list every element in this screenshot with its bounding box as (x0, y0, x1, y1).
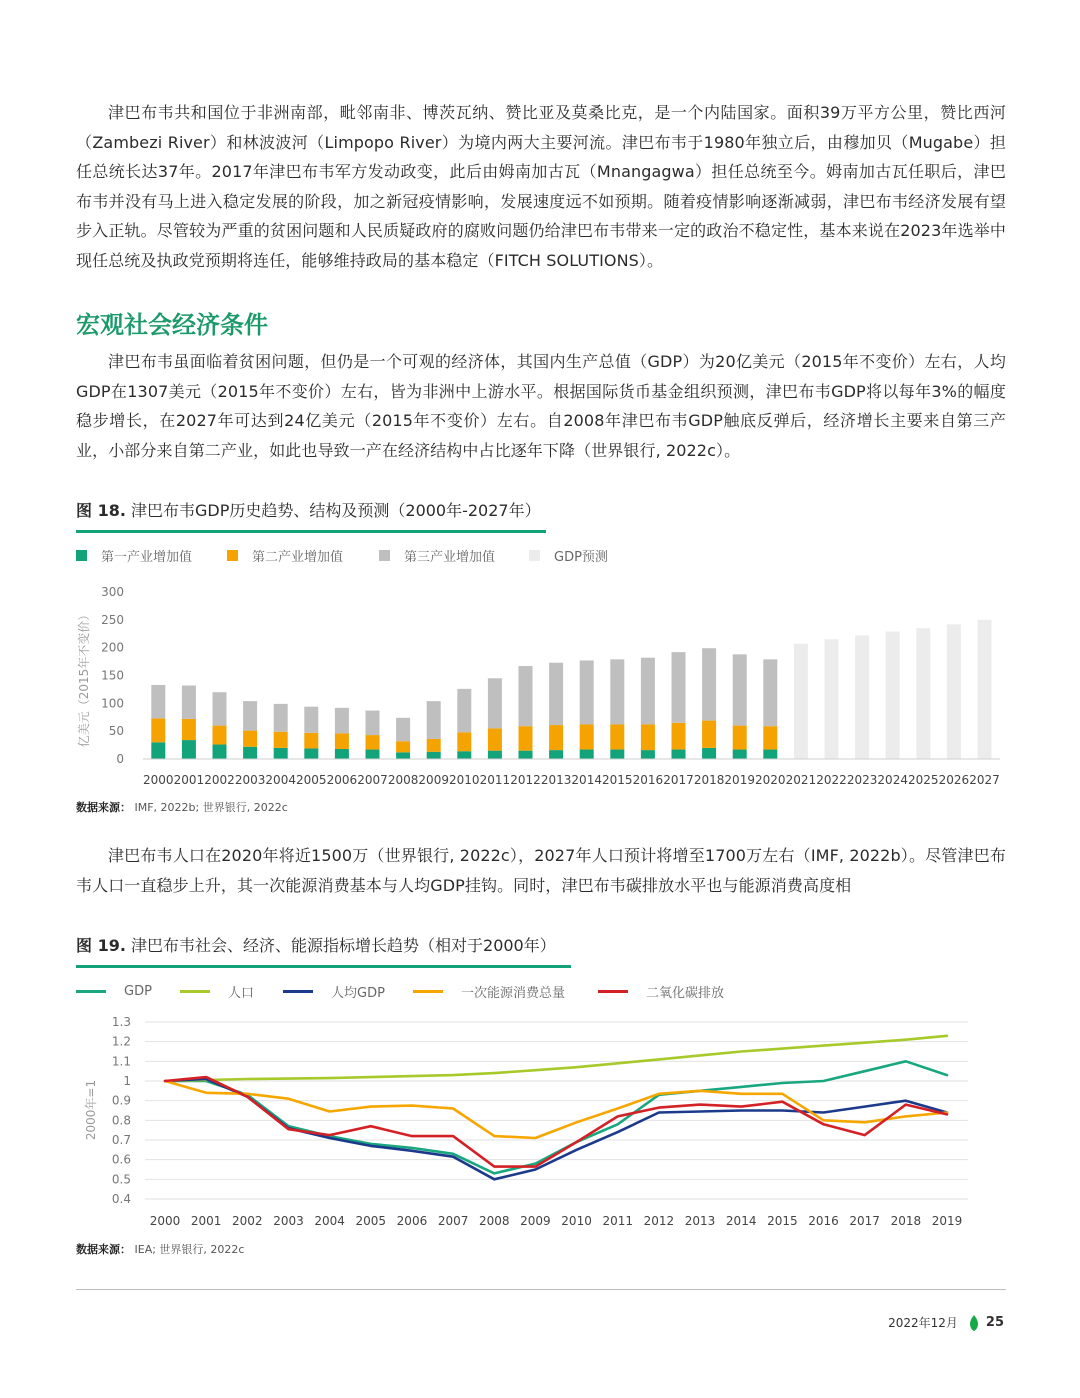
legend-item-forecast (529, 546, 608, 565)
fig19-ytick: 1.3 (111, 1015, 131, 1029)
fig19-xtick: 2015 (767, 1214, 798, 1228)
fig18-xtick: 2017 (663, 773, 694, 787)
legend-swatch-tertiary (379, 550, 390, 561)
fig19-ytick: 0.6 (111, 1152, 131, 1167)
fig18-bar-secondary (243, 731, 257, 747)
legend-item-primary (76, 546, 227, 565)
fig19-xtick: 2013 (684, 1214, 716, 1228)
legend-line-co2 (598, 990, 628, 993)
fig18-ytick: 200 (101, 640, 124, 655)
fig18-ytick: 50 (108, 724, 124, 739)
fig18-bar-tertiary (580, 660, 594, 724)
fig19-xtick: 2004 (314, 1214, 345, 1228)
fig18-bar-primary (641, 750, 655, 759)
fig19-ytick: 0.8 (111, 1113, 131, 1128)
fig18-bar-tertiary (182, 686, 196, 719)
legend-label-pop: 人口 (228, 986, 255, 1001)
fig18-bar-primary (213, 745, 227, 759)
fig19-legend (76, 982, 724, 1001)
fig19-xtick: 2009 (520, 1214, 551, 1228)
footer-date: 2022年12月 (888, 1316, 958, 1330)
fig18-bar-primary (182, 740, 196, 759)
fig18-bar-tertiary (366, 711, 380, 735)
fig19-title (76, 933, 556, 956)
fig19-ytick: 0.5 (111, 1172, 131, 1187)
fig18-bar-forecast (947, 624, 961, 759)
macro-paragraph (76, 347, 1006, 465)
fig18-bar-secondary (427, 739, 441, 752)
fig18-xtick: 2015 (602, 773, 633, 787)
fig18-xtick: 2004 (265, 773, 296, 787)
fig18-bar-primary (274, 748, 288, 759)
fig18-bar-secondary (304, 733, 318, 749)
legend-line-pop (180, 990, 210, 993)
fig18-bar-tertiary (304, 707, 318, 733)
fig18-bar-tertiary (427, 701, 441, 739)
fig19-rule (76, 965, 571, 968)
fig19-chart (0, 1010, 1080, 1235)
fig18-xtick: 2000 (143, 773, 174, 787)
fig19-xtick: 2001 (190, 1214, 222, 1228)
legend-item-energy (413, 982, 598, 1001)
fig18-bar-primary (733, 750, 747, 759)
fig19-source-text: IEA; 世界银行, 2022c (134, 1243, 245, 1256)
fig18-bar-primary (488, 751, 502, 759)
footer-rule (76, 1289, 1006, 1290)
fig19-xtick: 2012 (643, 1214, 675, 1228)
fig18-bar-tertiary (763, 659, 777, 726)
fig19-xtick: 2018 (890, 1214, 922, 1228)
legend-label-forecast: GDP预测 (554, 550, 608, 565)
legend-label-secondary: 第二产业增加值 (252, 550, 344, 565)
fig18-xtick: 2018 (693, 773, 725, 787)
fig19-ytick: 1 (123, 1074, 131, 1088)
fig18-ytick: 100 (101, 696, 124, 711)
fig19-xtick: 2007 (437, 1214, 469, 1228)
fig18-bar-primary (457, 751, 471, 759)
fig18-ylabel: 亿美元（2015年不变价） (77, 608, 91, 748)
legend-swatch-secondary (227, 550, 238, 561)
fig18-bar-tertiary (457, 689, 471, 732)
fig18-bar-forecast (855, 635, 869, 759)
fig18-ytick: 300 (101, 585, 124, 599)
fig19-ytick: 1.1 (111, 1054, 131, 1069)
fig18-bar-primary (610, 750, 624, 759)
legend-swatch-forecast (529, 550, 540, 561)
fig18-bar-primary (151, 742, 165, 759)
fig19-xtick: 2003 (273, 1214, 304, 1228)
fig18-xtick: 2010 (449, 773, 480, 787)
fig19-ytick: 0.4 (111, 1192, 131, 1206)
fig18-bar-primary (396, 752, 410, 759)
fig18-bar-tertiary (396, 718, 410, 741)
fig18-title-text: 津巴布韦GDP历史趋势、结构及预测（2000年-2027年） (131, 501, 541, 520)
fig18-xtick: 2025 (908, 773, 939, 787)
fig19-source (76, 1241, 244, 1257)
fig19-xtick: 2014 (725, 1214, 757, 1228)
fig18-xtick: 2008 (387, 773, 419, 787)
fig18-bar-secondary (457, 732, 471, 751)
leaf-icon (968, 1315, 980, 1331)
fig18-bar-secondary (763, 726, 777, 749)
fig18-xtick: 2013 (540, 773, 572, 787)
fig18-xtick: 2020 (755, 773, 786, 787)
legend-item-pcgdp (283, 982, 413, 1001)
fig18-bar-secondary (213, 726, 227, 745)
fig18-xtick: 2023 (846, 773, 878, 787)
legend-item-co2 (598, 982, 724, 1001)
legend-label-gdp: GDP (124, 984, 152, 999)
legend-label-energy: 一次能源消费总量 (461, 986, 566, 1001)
fig18-bar-tertiary (519, 666, 533, 726)
fig19-line-population (165, 1036, 947, 1081)
fig18-bar-secondary (672, 723, 686, 750)
legend-label-pcgdp: 人均GDP (331, 986, 385, 1001)
fig18-bar-tertiary (335, 708, 349, 734)
fig18-source (76, 799, 288, 815)
fig19-xtick: 2008 (478, 1214, 510, 1228)
fig18-bar-secondary (519, 726, 533, 750)
fig19-xtick: 2016 (808, 1214, 839, 1228)
population-paragraph-text: 津巴布韦人口在2020年将近1500万（世界银行, 2022c），2027年人口预计将增至1700万左右（IMF, 2022b）。尽管津巴布韦人口一直稳步上升，其一次能源消费基本与人均GDP挂钩。同时，津巴布韦碳排放水平也与能源消费高度相 (76, 846, 1006, 895)
fig18-bar-tertiary (213, 692, 227, 725)
fig18-bar-secondary (274, 732, 288, 748)
fig19-xtick: 2011 (602, 1214, 634, 1228)
fig18-xtick: 2009 (418, 773, 449, 787)
fig18-bar-tertiary (672, 652, 686, 723)
fig19-title-text: 津巴布韦社会、经济、能源指标增长趋势（相对于2000年） (131, 936, 556, 955)
legend-label-primary: 第一产业增加值 (101, 550, 193, 565)
fig18-bar-forecast (794, 644, 808, 759)
fig18-bar-secondary (396, 741, 410, 752)
fig19-xtick: 2000 (149, 1214, 181, 1228)
legend-label-tertiary: 第三产业增加值 (404, 550, 496, 565)
fig18-bar-tertiary (151, 685, 165, 718)
fig19-label: 图 19. (76, 936, 126, 955)
fig19-xtick: 2017 (849, 1214, 880, 1228)
section-heading: 宏观社会经济条件 (76, 311, 268, 339)
fig18-bar-primary (580, 750, 594, 759)
fig18-bar-tertiary (488, 678, 502, 728)
fig18-bar-tertiary (243, 701, 257, 731)
intro-paragraph-text: 津巴布韦共和国位于非洲南部，毗邻南非、博茨瓦纳、赞比亚及莫桑比克，是一个内陆国家。面积39万平方公里，赞比西河（Zambezi River）和林波波河（Limpopo River）为境内两大主要河流。津巴布韦于1980年独立后，由穆加贝（Mugabe）担任总统长达37年。2017年津巴布韦军方发动政变，此后由姆南加古瓦（Mnangagwa）担任总统至今。姆南加古瓦任职后，津巴布韦并没有马上进入稳定发展的阶段，加之新冠疫情影响，发展速度远不如预期。随着疫情影响逐渐减弱，津巴布韦经济发展有望步入正轨。尽管较为严重的贫困问题和人民质疑政府的腐败问题仍给津巴布韦带来一定的政治不稳定性，基本来说在2023年选举中现任总统及执政党预期将连任，能够维持政局的基本稳定（FITCH SOLUTIONS）。 (76, 103, 1006, 270)
fig19-xtick: 2002 (232, 1214, 263, 1228)
fig18-bar-primary (366, 750, 380, 759)
fig19-ytick: 0.7 (111, 1133, 131, 1147)
fig18-xtick: 2016 (632, 773, 664, 787)
fig19-xtick: 2019 (931, 1214, 963, 1228)
fig18-ytick: 150 (101, 668, 124, 683)
fig19-xtick: 2010 (561, 1214, 592, 1228)
fig18-bar-tertiary (610, 659, 624, 724)
fig18-bar-primary (549, 750, 563, 759)
fig19-ytick: 1.2 (111, 1034, 131, 1049)
fig19-xtick: 2005 (355, 1214, 387, 1228)
fig18-bar-secondary (549, 725, 563, 750)
legend-line-gdp (76, 990, 106, 993)
fig18-bar-secondary (641, 724, 655, 750)
fig18-bar-tertiary (549, 663, 563, 725)
fig18-bar-primary (427, 752, 441, 759)
fig18-bar-secondary (335, 733, 349, 749)
fig18-bar-secondary (151, 718, 165, 742)
fig18-source-label: 数据来源： (76, 801, 131, 814)
fig18-bar-forecast (886, 632, 900, 759)
legend-item-tertiary (379, 546, 529, 565)
fig18-bar-primary (519, 751, 533, 759)
fig18-xtick: 2022 (816, 773, 847, 787)
fig18-bar-primary (763, 750, 777, 759)
fig18-legend (76, 546, 608, 565)
fig18-bar-primary (243, 747, 257, 759)
fig18-bar-secondary (610, 724, 624, 749)
fig19-source-label: 数据来源： (76, 1243, 131, 1256)
fig18-ytick: 0 (116, 752, 124, 766)
fig18-bar-secondary (580, 724, 594, 749)
legend-item-pop (180, 982, 283, 1001)
legend-swatch-primary (76, 550, 87, 561)
fig18-bar-primary (304, 748, 318, 759)
fig18-xtick: 2012 (510, 773, 541, 787)
fig18-xtick: 2007 (357, 773, 388, 787)
fig18-xtick: 2027 (969, 773, 1000, 787)
legend-line-pcgdp (283, 990, 313, 993)
fig19-line-energy (165, 1081, 947, 1138)
fig18-bar-forecast (978, 620, 992, 759)
fig18-xtick: 2019 (724, 773, 755, 787)
fig18-ytick: 250 (101, 612, 124, 627)
fig18-bar-secondary (702, 721, 716, 748)
fig18-bar-tertiary (641, 658, 655, 725)
fig19-ytick: 0.9 (111, 1093, 131, 1108)
fig19-ylabel: 2000年=1 (84, 1079, 98, 1141)
fig18-bar-forecast (825, 639, 839, 759)
fig18-xtick: 2002 (204, 773, 235, 787)
fig18-xtick: 2024 (877, 773, 908, 787)
fig18-xtick: 2014 (571, 773, 602, 787)
fig18-xtick: 2006 (326, 773, 358, 787)
fig18-label: 图 18. (76, 501, 126, 520)
fig18-bar-secondary (488, 728, 502, 750)
fig18-bar-tertiary (274, 704, 288, 732)
fig18-bar-primary (335, 749, 349, 759)
macro-paragraph-text: 津巴布韦虽面临着贫困问题，但仍是一个可观的经济体，其国内生产总值（GDP）为20亿美元（2015年不变价）左右，人均GDP在1307美元（2015年不变价）左右，皆为非洲中上游水平。根据国际货币基金组织预测，津巴布韦GDP将以每年3%的幅度稳步增长，在2027年可达到24亿美元（2015年不变价）左右。自2008年津巴布韦GDP触底反弹后，经济增长主要来自第三产业，小部分来自第二产业，如此也导致一产在经济结构中占比逐年下降（世界银行, 2022c）。 (76, 352, 1006, 460)
fig18-xtick: 2011 (479, 773, 511, 787)
fig18-bar-tertiary (702, 648, 716, 720)
fig18-xtick: 2003 (234, 773, 266, 787)
fig18-rule (76, 530, 546, 533)
legend-item-secondary (227, 546, 379, 565)
fig18-title (76, 498, 541, 521)
fig18-bar-tertiary (733, 654, 747, 725)
legend-label-co2: 二氧化碳排放 (646, 986, 725, 1001)
fig18-bar-secondary (733, 726, 747, 750)
fig18-source-text: IMF, 2022b; 世界银行, 2022c (134, 801, 288, 814)
fig18-xtick: 2021 (785, 773, 817, 787)
fig19-xtick: 2006 (396, 1214, 428, 1228)
fig18-chart (0, 575, 1080, 795)
population-paragraph (76, 841, 1006, 900)
fig18-bar-secondary (182, 719, 196, 740)
fig18-bar-forecast (916, 628, 930, 759)
fig18-xtick: 2001 (173, 773, 205, 787)
fig18-xtick: 2026 (938, 773, 970, 787)
legend-item-gdp (76, 984, 180, 999)
intro-paragraph (76, 98, 1006, 275)
legend-line-energy (413, 990, 443, 993)
fig18-bar-primary (672, 750, 686, 759)
fig18-bar-secondary (366, 735, 380, 749)
fig18-xtick: 2005 (296, 773, 327, 787)
fig18-bar-primary (702, 748, 716, 759)
page-footer (888, 1314, 1004, 1331)
page-number: 25 (985, 1315, 1004, 1330)
